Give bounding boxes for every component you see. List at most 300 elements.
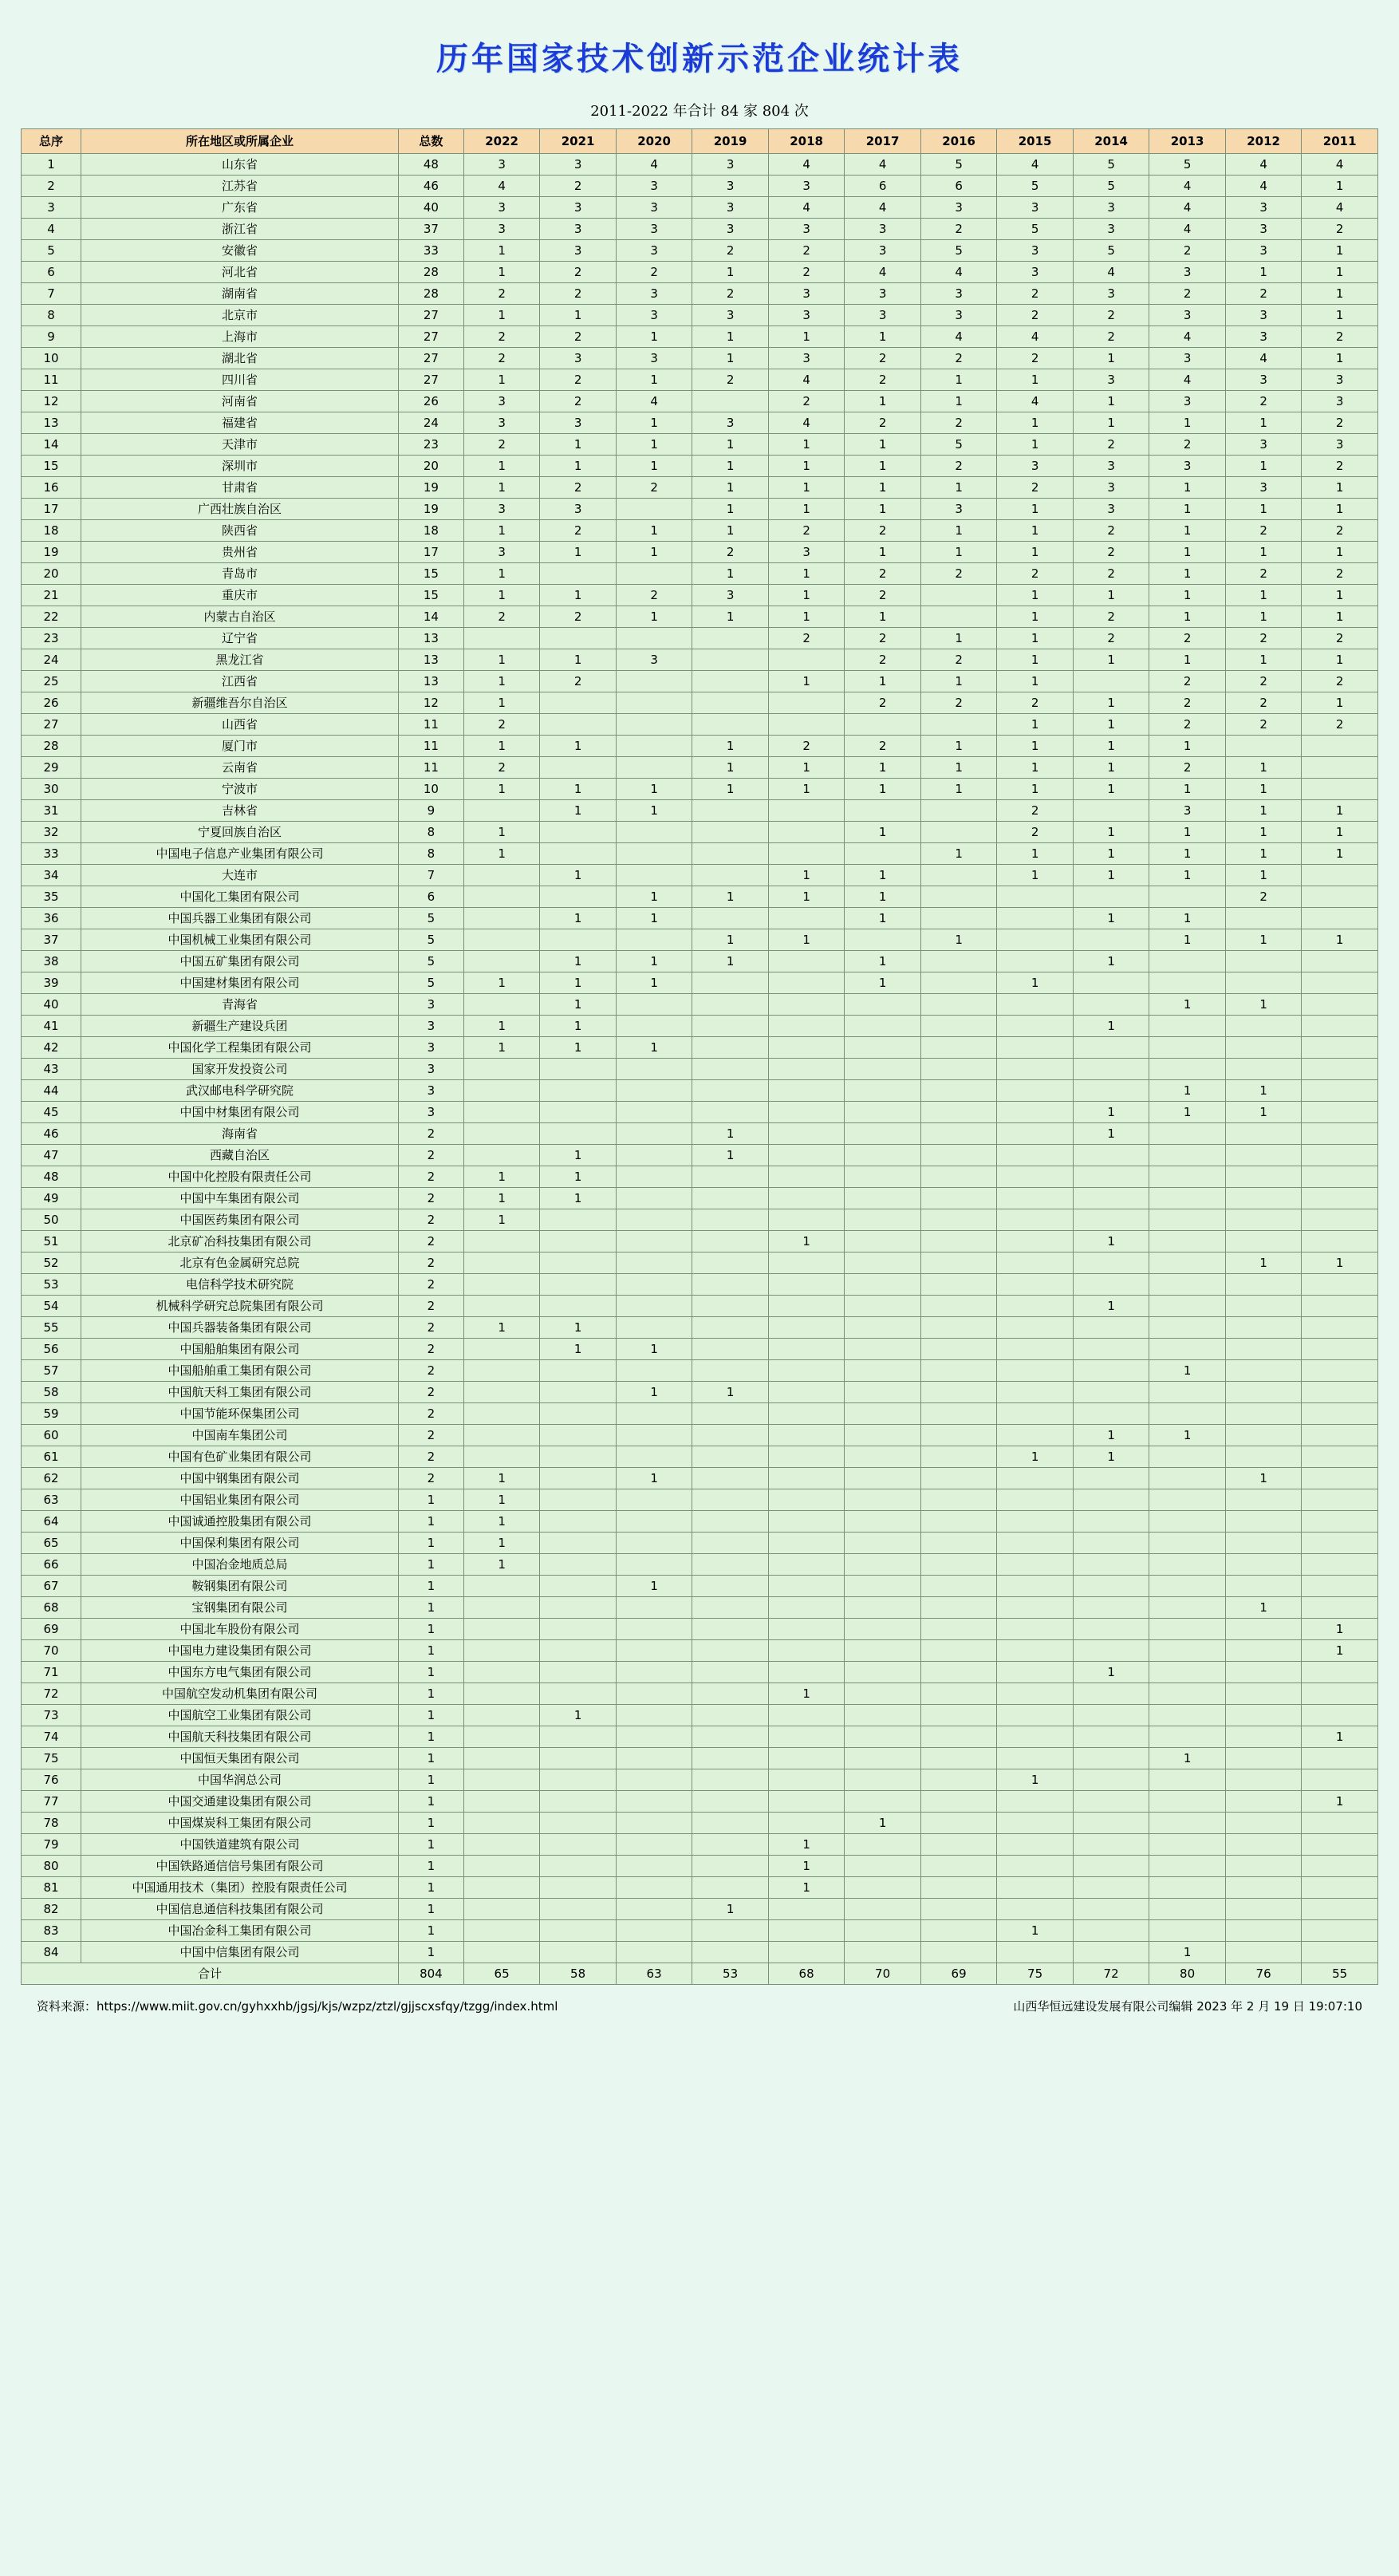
year-cell-2011	[1302, 1123, 1378, 1145]
entity-name: 陕西省	[81, 520, 399, 542]
year-cell-2018	[768, 1597, 845, 1619]
year-cell-2013: 1	[1149, 1102, 1226, 1123]
year-cell-2012	[1225, 1920, 1302, 1942]
year-cell-2015	[997, 1209, 1074, 1231]
table-row	[22, 1705, 1378, 1726]
year-cell-2016	[920, 1446, 997, 1468]
year-cell-2019	[692, 1726, 769, 1748]
year-cell-2013	[1149, 1446, 1226, 1468]
year-cell-2012	[1225, 1942, 1302, 1963]
year-cell-2019	[692, 1748, 769, 1769]
year-cell-2017	[845, 1748, 921, 1769]
year-cell-2015	[997, 1188, 1074, 1209]
year-cell-2019: 1	[692, 1123, 769, 1145]
table-row	[22, 1425, 1378, 1446]
year-cell-2015	[997, 1339, 1074, 1360]
year-cell-2012	[1225, 1425, 1302, 1446]
year-cell-2011	[1302, 1705, 1378, 1726]
year-cell-2017	[845, 1597, 921, 1619]
year-cell-2021: 1	[540, 1317, 617, 1339]
year-cell-2022	[463, 1252, 540, 1274]
year-cell-2012: 2	[1225, 628, 1302, 649]
total-sum: 804	[398, 1963, 463, 1985]
year-cell-2011: 1	[1302, 348, 1378, 369]
year-cell-2013: 1	[1149, 1748, 1226, 1769]
table-row	[22, 1533, 1378, 1554]
year-cell-2012: 3	[1225, 477, 1302, 499]
year-cell-2018	[768, 1554, 845, 1576]
year-cell-2013	[1149, 1511, 1226, 1533]
row-total: 2	[398, 1468, 463, 1489]
year-cell-2012: 1	[1225, 1102, 1302, 1123]
year-cell-2011: 2	[1302, 456, 1378, 477]
year-cell-2014: 4	[1073, 262, 1149, 283]
row-total: 27	[398, 326, 463, 348]
year-cell-2021	[540, 1511, 617, 1533]
year-cell-2018: 1	[768, 456, 845, 477]
year-cell-2016	[920, 1920, 997, 1942]
row-index: 2	[22, 176, 81, 197]
year-cell-2017: 2	[845, 348, 921, 369]
year-cell-2020: 1	[616, 326, 692, 348]
year-cell-2019	[692, 1705, 769, 1726]
year-cell-2018	[768, 1059, 845, 1080]
year-cell-2021: 2	[540, 520, 617, 542]
year-cell-2011: 1	[1302, 240, 1378, 262]
year-cell-2021: 3	[540, 154, 617, 176]
table-header	[22, 129, 1378, 154]
entity-name: 中国中材集团有限公司	[81, 1102, 399, 1123]
year-cell-2014	[1073, 1360, 1149, 1382]
year-cell-2012	[1225, 1533, 1302, 1554]
row-index: 62	[22, 1468, 81, 1489]
row-total: 1	[398, 1791, 463, 1813]
row-total: 1	[398, 1662, 463, 1683]
row-total: 13	[398, 649, 463, 671]
year-cell-2021	[540, 1769, 617, 1791]
table-row	[22, 908, 1378, 929]
year-cell-2013: 1	[1149, 563, 1226, 585]
row-total: 1	[398, 1489, 463, 1511]
year-cell-2014: 1	[1073, 1016, 1149, 1037]
year-cell-2012: 1	[1225, 929, 1302, 951]
year-cell-2011	[1302, 1576, 1378, 1597]
year-cell-2015: 1	[997, 499, 1074, 520]
year-cell-2014: 1	[1073, 1231, 1149, 1252]
year-cell-2012: 2	[1225, 714, 1302, 736]
year-cell-2014	[1073, 1403, 1149, 1425]
year-cell-2011: 1	[1302, 1640, 1378, 1662]
page-subtitle: 2011-2022 年合计 84 家 804 次	[590, 103, 809, 120]
year-cell-2014: 2	[1073, 563, 1149, 585]
year-cell-2013: 4	[1149, 369, 1226, 391]
year-cell-2019	[692, 1856, 769, 1877]
table-row	[22, 1468, 1378, 1489]
year-cell-2014	[1073, 1748, 1149, 1769]
year-cell-2016	[920, 1123, 997, 1145]
total-year-2016: 69	[920, 1963, 997, 1985]
year-cell-2011	[1302, 1403, 1378, 1425]
row-total: 1	[398, 1576, 463, 1597]
year-cell-2014	[1073, 1576, 1149, 1597]
entity-name: 中国通用技术（集团）控股有限责任公司	[81, 1877, 399, 1899]
year-cell-2015	[997, 1145, 1074, 1166]
year-cell-2017	[845, 1619, 921, 1640]
total-year-2022: 65	[463, 1963, 540, 1985]
total-year-2021: 58	[540, 1963, 617, 1985]
year-cell-2013: 2	[1149, 692, 1226, 714]
entity-name: 中国铁路通信信号集团有限公司	[81, 1856, 399, 1877]
year-cell-2015	[997, 1123, 1074, 1145]
year-cell-2014	[1073, 1533, 1149, 1554]
year-cell-2018	[768, 1209, 845, 1231]
year-cell-2013: 1	[1149, 736, 1226, 757]
year-cell-2014: 1	[1073, 865, 1149, 886]
year-cell-2017	[845, 1899, 921, 1920]
row-index: 12	[22, 391, 81, 412]
year-cell-2016: 1	[920, 628, 997, 649]
table-row	[22, 1942, 1378, 1963]
row-total: 2	[398, 1382, 463, 1403]
year-cell-2012: 2	[1225, 671, 1302, 692]
year-cell-2017	[845, 1145, 921, 1166]
table-footer	[22, 1963, 1378, 1985]
year-cell-2021	[540, 1080, 617, 1102]
year-cell-2018: 1	[768, 865, 845, 886]
source-url[interactable]: https://www.miit.gov.cn/gyhxxhb/jgsj/kjs/wzpz/ztzl/gjjscxsfqy/tzgg/index.html	[97, 1999, 558, 2014]
year-cell-2011: 1	[1302, 176, 1378, 197]
year-cell-2017: 1	[845, 779, 921, 800]
year-cell-2015	[997, 1899, 1074, 1920]
year-cell-2022	[463, 1597, 540, 1619]
entity-name: 中国兵器工业集团有限公司	[81, 908, 399, 929]
year-cell-2017	[845, 1791, 921, 1813]
year-cell-2019: 1	[692, 736, 769, 757]
year-cell-2019	[692, 1619, 769, 1640]
entity-name: 中国兵器装备集团有限公司	[81, 1317, 399, 1339]
row-total: 8	[398, 822, 463, 843]
year-cell-2015	[997, 1533, 1074, 1554]
year-cell-2012	[1225, 1403, 1302, 1425]
table-row	[22, 262, 1378, 283]
year-cell-2020: 2	[616, 262, 692, 283]
year-cell-2021	[540, 1597, 617, 1619]
year-cell-2011	[1302, 886, 1378, 908]
year-cell-2018	[768, 1317, 845, 1339]
year-cell-2011	[1302, 1102, 1378, 1123]
row-total: 10	[398, 779, 463, 800]
year-cell-2011: 1	[1302, 606, 1378, 628]
year-cell-2016	[920, 886, 997, 908]
year-cell-2020	[616, 1554, 692, 1576]
year-cell-2022: 1	[463, 822, 540, 843]
year-cell-2013: 1	[1149, 843, 1226, 865]
year-cell-2017	[845, 1123, 921, 1145]
row-index: 66	[22, 1554, 81, 1576]
year-cell-2017	[845, 1920, 921, 1942]
row-total: 1	[398, 1554, 463, 1576]
year-cell-2012	[1225, 1683, 1302, 1705]
row-index: 16	[22, 477, 81, 499]
year-cell-2014	[1073, 1554, 1149, 1576]
entity-name: 中国船舶重工集团有限公司	[81, 1360, 399, 1382]
year-cell-2021: 1	[540, 649, 617, 671]
year-cell-2020	[616, 499, 692, 520]
year-cell-2014: 1	[1073, 908, 1149, 929]
year-cell-2016: 1	[920, 736, 997, 757]
row-total: 27	[398, 369, 463, 391]
year-cell-2017	[845, 1662, 921, 1683]
year-cell-2011	[1302, 1511, 1378, 1533]
year-cell-2016	[920, 1856, 997, 1877]
year-cell-2020	[616, 1683, 692, 1705]
year-cell-2022: 2	[463, 714, 540, 736]
year-cell-2017: 1	[845, 456, 921, 477]
row-index: 59	[22, 1403, 81, 1425]
year-cell-2013: 1	[1149, 929, 1226, 951]
year-cell-2012	[1225, 1640, 1302, 1662]
year-cell-2014: 1	[1073, 757, 1149, 779]
year-cell-2018	[768, 1533, 845, 1554]
year-cell-2022: 1	[463, 649, 540, 671]
year-cell-2019	[692, 628, 769, 649]
year-cell-2013: 2	[1149, 434, 1226, 456]
year-cell-2013	[1149, 1123, 1226, 1145]
year-cell-2013: 2	[1149, 283, 1226, 305]
year-cell-2015	[997, 1489, 1074, 1511]
entity-name: 中国化工集团有限公司	[81, 886, 399, 908]
row-total: 2	[398, 1425, 463, 1446]
year-cell-2012: 1	[1225, 843, 1302, 865]
year-cell-2011	[1302, 757, 1378, 779]
year-cell-2019	[692, 800, 769, 822]
year-cell-2016	[920, 1511, 997, 1533]
year-cell-2022: 1	[463, 262, 540, 283]
year-cell-2019	[692, 1920, 769, 1942]
year-cell-2018	[768, 1920, 845, 1942]
year-cell-2022: 1	[463, 1188, 540, 1209]
page-footer	[21, 1998, 1378, 2014]
row-index: 3	[22, 197, 81, 219]
year-cell-2015	[997, 886, 1074, 908]
year-cell-2019	[692, 391, 769, 412]
year-cell-2012: 1	[1225, 800, 1302, 822]
year-cell-2020	[616, 736, 692, 757]
year-cell-2015	[997, 1576, 1074, 1597]
year-cell-2019: 1	[692, 520, 769, 542]
row-index: 71	[22, 1662, 81, 1683]
row-index: 40	[22, 994, 81, 1016]
year-cell-2016: 5	[920, 154, 997, 176]
year-cell-2016	[920, 1813, 997, 1834]
year-cell-2017	[845, 1640, 921, 1662]
year-cell-2014: 1	[1073, 822, 1149, 843]
table-row	[22, 1877, 1378, 1899]
year-cell-2022: 3	[463, 391, 540, 412]
year-cell-2014	[1073, 1037, 1149, 1059]
year-cell-2014	[1073, 1769, 1149, 1791]
year-cell-2015	[997, 1166, 1074, 1188]
year-cell-2019	[692, 1511, 769, 1533]
year-cell-2016: 1	[920, 391, 997, 412]
year-cell-2014: 2	[1073, 628, 1149, 649]
year-cell-2020	[616, 1209, 692, 1231]
year-cell-2014: 3	[1073, 197, 1149, 219]
year-cell-2020	[616, 1619, 692, 1640]
year-cell-2018	[768, 1705, 845, 1726]
year-cell-2020: 3	[616, 240, 692, 262]
year-cell-2020: 2	[616, 585, 692, 606]
year-cell-2020: 1	[616, 1576, 692, 1597]
year-cell-2020	[616, 1769, 692, 1791]
year-cell-2015	[997, 929, 1074, 951]
year-cell-2011	[1302, 736, 1378, 757]
year-cell-2015	[997, 1425, 1074, 1446]
entity-name: 中国五矿集团有限公司	[81, 951, 399, 972]
year-cell-2017: 1	[845, 822, 921, 843]
column-header-8: 2017	[845, 129, 921, 154]
year-cell-2018	[768, 1145, 845, 1166]
column-header-13: 2012	[1225, 129, 1302, 154]
year-cell-2016	[920, 1576, 997, 1597]
year-cell-2013: 1	[1149, 649, 1226, 671]
year-cell-2011	[1302, 994, 1378, 1016]
year-cell-2015	[997, 1317, 1074, 1339]
row-index: 68	[22, 1597, 81, 1619]
entity-name: 辽宁省	[81, 628, 399, 649]
row-index: 7	[22, 283, 81, 305]
row-total: 1	[398, 1899, 463, 1920]
row-index: 46	[22, 1123, 81, 1145]
year-cell-2021: 1	[540, 865, 617, 886]
year-cell-2011	[1302, 1813, 1378, 1834]
year-cell-2021	[540, 714, 617, 736]
entity-name: 广东省	[81, 197, 399, 219]
year-cell-2017: 4	[845, 154, 921, 176]
row-total: 1	[398, 1705, 463, 1726]
year-cell-2017: 1	[845, 477, 921, 499]
year-cell-2012	[1225, 972, 1302, 994]
year-cell-2011: 1	[1302, 843, 1378, 865]
total-year-2011: 55	[1302, 1963, 1378, 1985]
year-cell-2016	[920, 1726, 997, 1748]
table-row	[22, 1683, 1378, 1705]
year-cell-2014	[1073, 1683, 1149, 1705]
year-cell-2022: 1	[463, 972, 540, 994]
table-row	[22, 1446, 1378, 1468]
row-index: 60	[22, 1425, 81, 1446]
year-cell-2011: 1	[1302, 800, 1378, 822]
year-cell-2021	[540, 1726, 617, 1748]
table-row	[22, 994, 1378, 1016]
year-cell-2013: 1	[1149, 994, 1226, 1016]
year-cell-2021: 1	[540, 585, 617, 606]
table-row	[22, 1296, 1378, 1317]
entity-name: 中国电子信息产业集团有限公司	[81, 843, 399, 865]
year-cell-2014	[1073, 1209, 1149, 1231]
table-row	[22, 1360, 1378, 1382]
year-cell-2014: 2	[1073, 520, 1149, 542]
year-cell-2018	[768, 1468, 845, 1489]
row-total: 48	[398, 154, 463, 176]
year-cell-2018	[768, 1037, 845, 1059]
entity-name: 福建省	[81, 412, 399, 434]
year-cell-2022: 1	[463, 1511, 540, 1533]
column-header-1: 所在地区或所属企业	[81, 129, 399, 154]
table-row	[22, 499, 1378, 520]
year-cell-2018	[768, 1102, 845, 1123]
year-cell-2011: 1	[1302, 822, 1378, 843]
year-cell-2017	[845, 1231, 921, 1252]
year-cell-2012: 1	[1225, 1080, 1302, 1102]
row-total: 1	[398, 1511, 463, 1533]
year-cell-2015	[997, 1037, 1074, 1059]
year-cell-2019	[692, 1016, 769, 1037]
year-cell-2017: 1	[845, 542, 921, 563]
column-header-3: 2022	[463, 129, 540, 154]
year-cell-2021	[540, 1489, 617, 1511]
year-cell-2020: 3	[616, 283, 692, 305]
year-cell-2022: 1	[463, 843, 540, 865]
year-cell-2011	[1302, 1834, 1378, 1856]
year-cell-2017	[845, 1360, 921, 1382]
source-note	[37, 1998, 558, 2014]
year-cell-2022: 1	[463, 477, 540, 499]
year-cell-2012	[1225, 1145, 1302, 1166]
year-cell-2020: 3	[616, 219, 692, 240]
year-cell-2015	[997, 1059, 1074, 1080]
row-index: 49	[22, 1188, 81, 1209]
year-cell-2012	[1225, 1856, 1302, 1877]
table-row	[22, 1080, 1378, 1102]
year-cell-2019: 1	[692, 1382, 769, 1403]
column-header-2: 总数	[398, 129, 463, 154]
year-cell-2013	[1149, 1877, 1226, 1899]
year-cell-2013	[1149, 1640, 1226, 1662]
year-cell-2019	[692, 1942, 769, 1963]
year-cell-2017	[845, 1877, 921, 1899]
year-cell-2018: 1	[768, 477, 845, 499]
row-total: 40	[398, 197, 463, 219]
entity-name: 宁夏回族自治区	[81, 822, 399, 843]
year-cell-2021: 3	[540, 197, 617, 219]
row-index: 74	[22, 1726, 81, 1748]
row-total: 2	[398, 1209, 463, 1231]
year-cell-2018	[768, 1360, 845, 1382]
row-total: 5	[398, 951, 463, 972]
year-cell-2022: 4	[463, 176, 540, 197]
year-cell-2013	[1149, 1317, 1226, 1339]
year-cell-2011	[1302, 1382, 1378, 1403]
year-cell-2021	[540, 1813, 617, 1834]
year-cell-2011	[1302, 1856, 1378, 1877]
year-cell-2018: 1	[768, 1834, 845, 1856]
year-cell-2019	[692, 1554, 769, 1576]
total-year-2020: 63	[616, 1963, 692, 1985]
year-cell-2013: 2	[1149, 714, 1226, 736]
year-cell-2011	[1302, 1533, 1378, 1554]
year-cell-2012: 3	[1225, 369, 1302, 391]
year-cell-2022: 1	[463, 1554, 540, 1576]
year-cell-2020: 1	[616, 972, 692, 994]
table-row	[22, 434, 1378, 456]
year-cell-2016	[920, 908, 997, 929]
table-row	[22, 1188, 1378, 1209]
year-cell-2011: 2	[1302, 412, 1378, 434]
row-total: 1	[398, 1640, 463, 1662]
year-cell-2022: 1	[463, 585, 540, 606]
year-cell-2018: 2	[768, 240, 845, 262]
